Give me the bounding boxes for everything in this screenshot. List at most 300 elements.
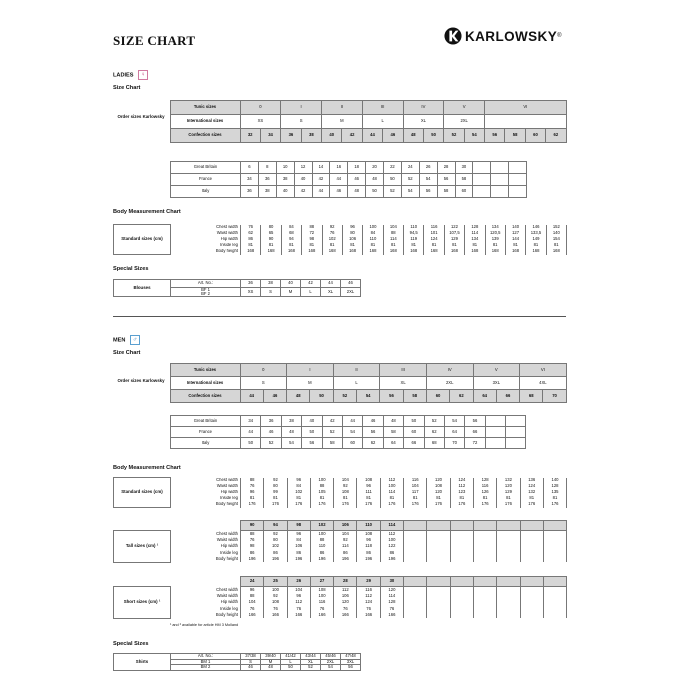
measurement-value: 132 (497, 478, 520, 484)
intl-size: 3XL (473, 377, 520, 390)
measurement-value: 94,5 (404, 231, 424, 237)
measurement-value: 117 (404, 490, 427, 496)
men-order-label: Order sizes Karlowsky (117, 378, 165, 383)
table-row (114, 502, 567, 508)
conversion-value: 58 (437, 186, 455, 198)
measurement-value: 104 (334, 531, 357, 537)
measurement-value: 104 (334, 478, 357, 484)
measurement-value: 92 (322, 225, 342, 231)
ladies-conversion-table (170, 161, 527, 198)
measurement-value: 106 (287, 543, 310, 549)
size-header: 24 (241, 577, 264, 587)
measurement-value: 168 (505, 249, 525, 255)
measurement-value: 118 (357, 543, 380, 549)
measurement-value: 114 (383, 237, 403, 243)
measurement-value: 108 (357, 531, 380, 537)
country-label: France (171, 174, 241, 186)
measurement-value: 116 (424, 225, 444, 231)
confection-size: 34 (260, 129, 280, 143)
measurement-value: 65 (261, 231, 281, 237)
measurement-value: 88 (310, 537, 333, 543)
table-row (114, 556, 567, 562)
conversion-value: 48 (383, 416, 403, 427)
size-header (473, 521, 496, 531)
measurement-value: 92 (264, 593, 287, 599)
measurement-value: 176 (241, 502, 264, 508)
conversion-value: 50 (404, 416, 424, 427)
measurement-value: 81 (450, 496, 473, 502)
measurement-value: 88 (302, 225, 322, 231)
measurement-label: Waist width (171, 537, 241, 543)
confection-size: 50 (423, 129, 443, 143)
intl-label: International sizes (170, 115, 240, 129)
measurement-label: Body height (171, 249, 241, 255)
measurement-value: 176 (264, 502, 287, 508)
intl-size: XL (403, 115, 444, 129)
measurement-value: 114 (465, 231, 485, 237)
measurement-label: Chest width (171, 478, 241, 484)
measurement-value: 116 (310, 599, 333, 605)
measurement-value: 81 (241, 243, 261, 249)
measurement-value: 126 (473, 490, 496, 496)
measurement-value: 123 (450, 490, 473, 496)
special-value: 40 (281, 280, 301, 288)
special-product-label: Blouses (114, 280, 171, 297)
tunic-size: III (380, 364, 427, 377)
size-header (520, 577, 543, 587)
special-row-label: Art. No.: (171, 654, 241, 660)
measurement-value: 96 (241, 490, 264, 496)
conversion-value: 60 (404, 427, 424, 438)
order-label-space (113, 364, 170, 403)
special-value: 44 (321, 280, 341, 288)
men-heading-text: MEN (113, 337, 126, 344)
confection-size: 36 (281, 129, 301, 143)
intl-size: S (240, 377, 287, 390)
tunic-size: 0 (240, 101, 281, 115)
measurement-value: 96 (287, 593, 310, 599)
measurement-value: 88 (241, 593, 264, 599)
measurement-value: 166 (287, 612, 310, 618)
measurement-value: 108 (357, 478, 380, 484)
measurement-value: 128 (380, 599, 403, 605)
conversion-value (491, 186, 509, 198)
measurement-value: 98 (241, 543, 264, 549)
conversion-value: 22 (384, 162, 402, 174)
conversion-value: 54 (401, 186, 419, 198)
measurement-value: 105 (310, 490, 333, 496)
intl-size: L (362, 115, 403, 129)
conversion-value: 52 (424, 416, 444, 427)
conversion-value: 44 (330, 174, 348, 186)
measurement-value: 76 (334, 606, 357, 612)
measurement-value: 100 (310, 531, 333, 537)
measurement-value: 81 (380, 496, 403, 502)
measurement-value: 81 (546, 243, 566, 249)
men-heading (113, 335, 140, 345)
measurement-value (497, 556, 520, 562)
measurement-value: 80 (342, 231, 362, 237)
measurement-value: 110 (404, 225, 424, 231)
confection-size: 40 (322, 129, 342, 143)
spacer (114, 521, 171, 531)
measurement-value: 96 (287, 531, 310, 537)
measurement-value: 81 (322, 243, 342, 249)
measurement-value: 127 (505, 231, 525, 237)
measurement-value: 102 (322, 237, 342, 243)
intl-size: 2XL (426, 377, 473, 390)
conversion-value (509, 186, 527, 198)
measurement-value (473, 612, 496, 618)
measurement-value: 176 (404, 502, 427, 508)
confection-size: 60 (426, 390, 449, 403)
special-value: 42 (301, 280, 321, 288)
conversion-value: 54 (281, 438, 301, 449)
ladies-special-table (113, 279, 361, 297)
measurement-value: 81 (424, 243, 444, 249)
confection-size: 52 (444, 129, 464, 143)
measurement-value: 81 (261, 243, 281, 249)
measurement-value: 86 (241, 550, 264, 556)
measurement-value: 80 (261, 225, 281, 231)
special-value: 48 (261, 665, 281, 671)
measurement-value: 116 (404, 478, 427, 484)
intl-size: 4XL (520, 377, 567, 390)
measurement-value: 168 (383, 249, 403, 255)
measurement-value: 196 (380, 556, 403, 562)
measurement-value: 112 (450, 484, 473, 490)
measurement-label: Body height (171, 556, 241, 562)
conversion-value: 60 (342, 438, 362, 449)
size-header: 30 (380, 577, 403, 587)
measurement-value: 196 (357, 556, 380, 562)
measurement-value: 81 (287, 496, 310, 502)
special-value: 38 (261, 280, 281, 288)
measurement-value: 166 (357, 612, 380, 618)
conversion-value: 64 (383, 438, 403, 449)
measurement-value: 81 (264, 496, 287, 502)
special-value: S (261, 288, 281, 297)
conversion-value: 46 (363, 416, 383, 427)
measurement-value: 88 (241, 531, 264, 537)
measurement-label: Waist width (171, 484, 241, 490)
measurement-label: Hip width (171, 543, 241, 549)
measurement-label: Inside leg (171, 243, 241, 249)
measurement-value: 114 (334, 543, 357, 549)
measurement-value: 88 (383, 231, 403, 237)
measurement-value: 168 (546, 249, 566, 255)
measurement-value: 112 (287, 599, 310, 605)
conversion-value: 58 (322, 438, 342, 449)
special-value: M (281, 288, 301, 297)
measurement-value: 107,5 (444, 231, 464, 237)
measurement-value: 168 (465, 249, 485, 255)
measurement-label: Waist width (171, 593, 241, 599)
table-row (113, 390, 566, 403)
measurement-value: 116 (357, 587, 380, 593)
conversion-value (485, 427, 505, 438)
measurement-label: Body height (171, 502, 241, 508)
measurement-value: 176 (520, 502, 543, 508)
country-label: Great Britain (171, 162, 241, 174)
country-label: Italy (171, 186, 241, 198)
special-value: 45/46 (321, 654, 341, 660)
size-header: 110 (357, 521, 380, 531)
confection-size: 46 (263, 390, 286, 403)
measurement-value: 128 (465, 225, 485, 231)
conversion-value: 30 (455, 162, 473, 174)
special-value: 39/40 (261, 654, 281, 660)
table-row (114, 521, 567, 531)
special-row-label: BM 2 (171, 665, 241, 671)
measurement-value: 102 (287, 490, 310, 496)
measurement-value: 92 (334, 537, 357, 543)
conversion-value: 38 (276, 174, 294, 186)
measurement-value: 80 (264, 484, 287, 490)
special-value: XL (321, 288, 341, 297)
size-header: 27 (310, 577, 333, 587)
measurement-group-label: Short sizes (cm) ¹ (114, 587, 171, 619)
size-header: 106 (334, 521, 357, 531)
conversion-value: 14 (312, 162, 330, 174)
intl-size: L (333, 377, 380, 390)
intl-size: M (322, 115, 363, 129)
conversion-value: 18 (348, 162, 366, 174)
measurement-value: 94 (281, 237, 301, 243)
measurement-value: 106 (334, 593, 357, 599)
size-header: 90 (241, 521, 264, 531)
special-value: 50 (281, 665, 301, 671)
measurement-value: 76 (287, 606, 310, 612)
conversion-value (506, 438, 526, 449)
conversion-value (485, 416, 505, 427)
confection-size: 66 (496, 390, 519, 403)
confection-size: 32 (240, 129, 260, 143)
measurement-value: 168 (342, 249, 362, 255)
special-value: 43/44 (301, 654, 321, 660)
measurement-label: Hip width (171, 490, 241, 496)
measurement-value: 81 (383, 243, 403, 249)
size-header: 102 (310, 521, 333, 531)
measurement-value: 168 (322, 249, 342, 255)
measurement-value: 166 (334, 612, 357, 618)
measurement-value: 99 (264, 490, 287, 496)
conversion-value: 38 (281, 416, 301, 427)
conversion-value: 42 (294, 186, 312, 198)
measurement-value: 84 (281, 225, 301, 231)
measurement-value: 96 (287, 478, 310, 484)
conversion-value: 40 (302, 416, 322, 427)
tunic-label: Tunic sizes (170, 364, 240, 377)
confection-size: 56 (380, 390, 403, 403)
measurement-value: 81 (427, 496, 450, 502)
special-value: 2XL (341, 288, 361, 297)
measurement-value: 84 (287, 537, 310, 543)
measurement-value: 84 (287, 484, 310, 490)
measurement-value: 176 (310, 502, 333, 508)
measurement-value: 128 (543, 484, 566, 490)
measurement-value: 176 (380, 502, 403, 508)
conversion-value: 42 (322, 416, 342, 427)
male-icon: ♂ (130, 335, 140, 345)
measurement-value: 166 (310, 612, 333, 618)
table-row (171, 416, 526, 427)
measurement-value: 72 (302, 231, 322, 237)
measurement-value: 134 (465, 237, 485, 243)
measurement-value: 81 (404, 243, 424, 249)
special-value: 52 (301, 665, 321, 671)
measurement-value: 100 (264, 587, 287, 593)
measurement-value: 84 (363, 231, 383, 237)
table-row (113, 364, 566, 377)
measurement-value: 114 (380, 490, 403, 496)
conversion-value: 50 (366, 186, 384, 198)
conversion-value: 62 (363, 438, 383, 449)
confection-size: 60 (525, 129, 545, 143)
conversion-value: 46 (330, 186, 348, 198)
measurement-value: 108 (334, 490, 357, 496)
measurement-value: 81 (526, 243, 546, 249)
table-row (113, 377, 566, 390)
measurement-value: 101 (424, 231, 444, 237)
size-header (404, 577, 427, 587)
confection-size: 44 (362, 129, 382, 143)
confection-size: 44 (240, 390, 263, 403)
size-header (427, 521, 450, 531)
measurement-value: 176 (427, 502, 450, 508)
spacer (171, 521, 241, 531)
measurement-value: 114 (380, 593, 403, 599)
conversion-value (491, 162, 509, 174)
size-header (473, 577, 496, 587)
special-value: 56 (341, 665, 361, 671)
conversion-value (506, 427, 526, 438)
special-value: 36 (241, 280, 261, 288)
spacer (171, 577, 241, 587)
table-row (171, 162, 527, 174)
measurement-value: 100 (310, 593, 333, 599)
measurement-value: 146 (526, 225, 546, 231)
conversion-value: 72 (465, 438, 485, 449)
special-value: L (301, 288, 321, 297)
confection-size: 38 (301, 129, 321, 143)
conversion-value: 40 (294, 174, 312, 186)
conversion-value: 66 (404, 438, 424, 449)
confection-size: 50 (310, 390, 333, 403)
table-row (114, 612, 567, 618)
measurement-value: 196 (287, 556, 310, 562)
conversion-value: 44 (342, 416, 362, 427)
men-tall-table (113, 520, 567, 563)
tunic-label: Tunic sizes (170, 101, 240, 115)
measurement-value: 108 (427, 484, 450, 490)
men-special-table (113, 653, 361, 671)
conversion-value: 66 (465, 427, 485, 438)
ladies-heading-text: LADIES (113, 72, 134, 79)
measurement-value: 168 (485, 249, 505, 255)
size-header: 94 (264, 521, 287, 531)
special-value: 2XL (321, 659, 341, 665)
conversion-value: 58 (383, 427, 403, 438)
measurement-value: 108 (310, 587, 333, 593)
tunic-size: II (333, 364, 380, 377)
measurement-value: 86 (287, 550, 310, 556)
measurement-value: 124 (520, 484, 543, 490)
country-label: Italy (171, 438, 241, 449)
measurement-label: Chest width (171, 531, 241, 537)
measurement-value: 168 (302, 249, 322, 255)
measurement-value: 86 (264, 550, 287, 556)
measurement-value: 136 (520, 478, 543, 484)
table-row (113, 129, 566, 143)
measurement-label: Body height (171, 612, 241, 618)
conversion-value: 48 (281, 427, 301, 438)
measurement-value: 132 (520, 490, 543, 496)
measurement-value: 196 (310, 556, 333, 562)
measurement-value: 124 (424, 237, 444, 243)
measurement-value: 81 (520, 496, 543, 502)
measurement-value: 81 (444, 243, 464, 249)
intl-size: XS (240, 115, 281, 129)
size-header: 26 (287, 577, 310, 587)
measurement-value (450, 612, 473, 618)
measurement-value: 81 (404, 496, 427, 502)
confection-size: 42 (342, 129, 362, 143)
confection-size: 62 (450, 390, 473, 403)
measurement-value: 120 (334, 599, 357, 605)
measurement-value (497, 612, 520, 618)
confection-size: 48 (403, 129, 423, 143)
measurement-value: 106 (342, 237, 362, 243)
measurement-value: 92 (264, 478, 287, 484)
measurement-value: 139 (485, 237, 505, 243)
special-value: M (261, 659, 281, 665)
special-value: 41/42 (281, 654, 301, 660)
confection-size: 54 (464, 129, 484, 143)
measurement-value: 110 (310, 543, 333, 549)
confection-size: 58 (403, 390, 426, 403)
measurement-value: 166 (241, 612, 264, 618)
conversion-value: 48 (366, 174, 384, 186)
ladies-size-chart-heading: Size Chart (113, 85, 141, 91)
measurement-value (473, 556, 496, 562)
logo-text: KARLOWSKY (465, 28, 558, 44)
conversion-value: 44 (312, 186, 330, 198)
ladies-body-heading: Body Measurement Chart (113, 209, 181, 215)
measurement-value: 104 (287, 587, 310, 593)
conversion-value: 48 (348, 186, 366, 198)
men-special-heading: Special Sizes (113, 641, 149, 647)
measurement-value: 168 (444, 249, 464, 255)
conversion-value: 56 (465, 416, 485, 427)
size-header: 28 (334, 577, 357, 587)
conversion-value: 56 (437, 174, 455, 186)
conversion-value: 42 (312, 174, 330, 186)
footnote: ¹ and ² available for article HM 3 Molland (170, 623, 239, 627)
measurement-value: 76 (380, 606, 403, 612)
intl-size: XL (380, 377, 427, 390)
table-row (171, 438, 526, 449)
special-row-label: BM 1 (171, 659, 241, 665)
tunic-size: V (473, 364, 520, 377)
men-body-heading: Body Measurement Chart (113, 465, 181, 471)
measurement-value: 104 (241, 599, 264, 605)
conversion-value: 38 (258, 186, 276, 198)
conversion-value: 62 (424, 427, 444, 438)
measurement-value: 128 (473, 478, 496, 484)
size-header (543, 521, 566, 531)
section-divider (113, 316, 566, 317)
